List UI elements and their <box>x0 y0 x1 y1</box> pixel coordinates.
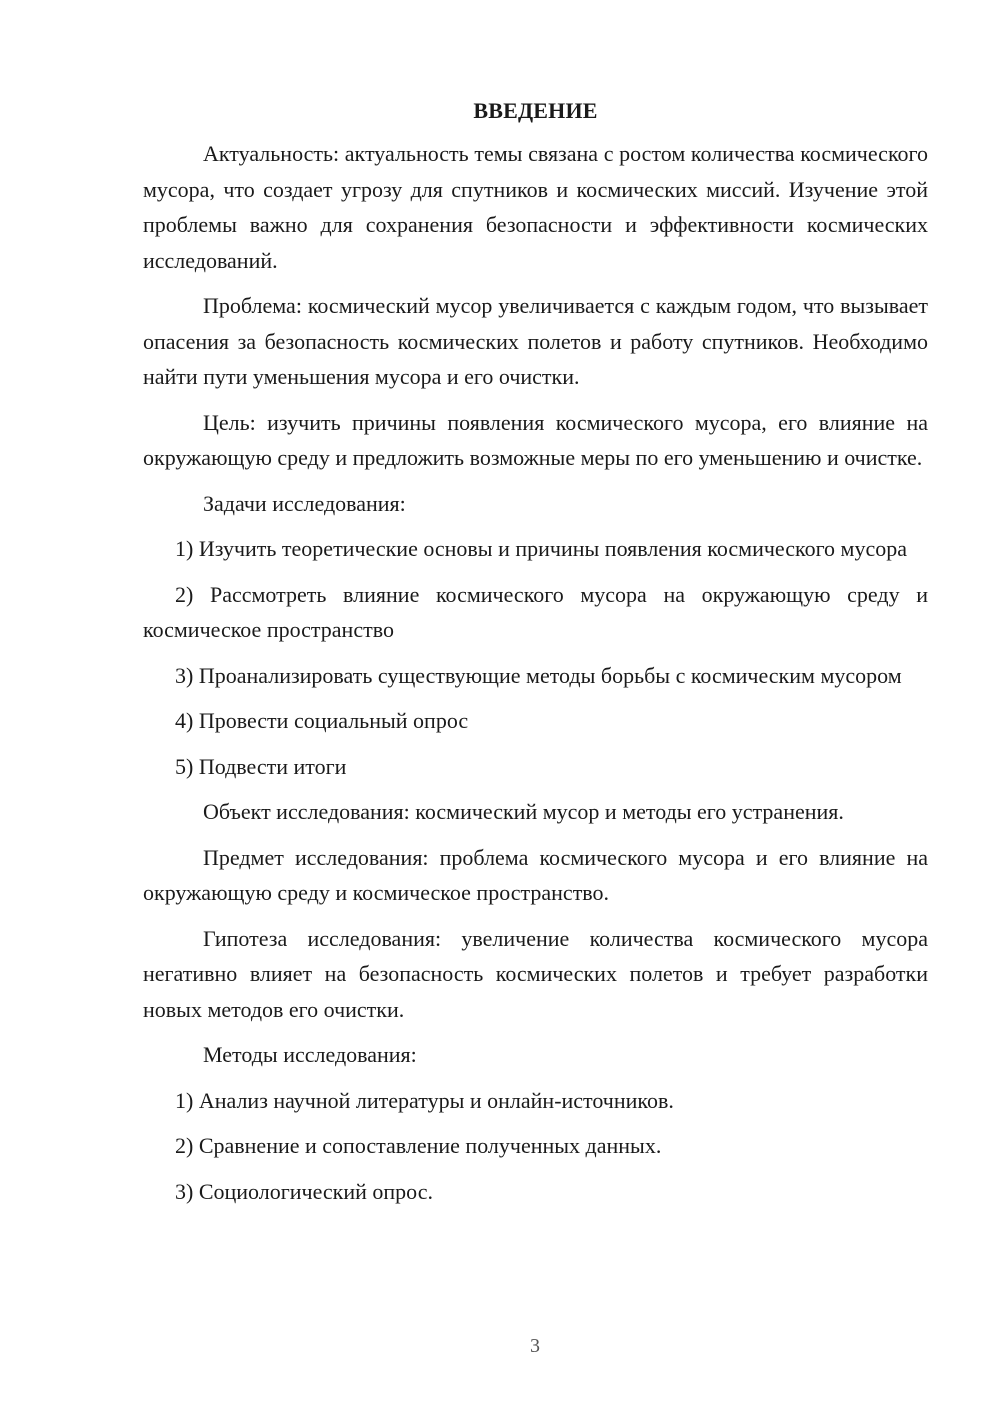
page-content <box>143 96 928 1219</box>
task-item: 3) Проанализировать существующие методы борьбы с космическим мусором <box>175 662 902 688</box>
method-item: 2) Сравнение и сопоставление полученных данных. <box>175 1133 662 1158</box>
problem-paragraph: Проблема: космический мусор увеличивается с каждым годом, что вызывает опасения за безопасность космических полетов и работу спутников. Необходимо найти пути уменьшения мусора и его очистки. <box>143 293 928 389</box>
methods-heading: Методы исследования: <box>203 1042 417 1067</box>
subject-paragraph: Предмет исследования: проблема космического мусора и его влияние на окружающую среду и космическое пространство. <box>143 844 928 905</box>
section-title: ВВЕДЕНИЕ <box>473 98 598 123</box>
task-item: 1) Изучить теоретические основы и причины появления космического мусора <box>175 536 907 561</box>
method-item: 1) Анализ научной литературы и онлайн-источников. <box>175 1087 674 1113</box>
method-item: 3) Социологический опрос. <box>175 1178 433 1204</box>
task-item: 4) Провести социальный опрос <box>175 708 469 733</box>
tasks-heading: Задачи исследования: <box>203 490 406 516</box>
object-paragraph: Объект исследования: космический мусор и методы его устранения. <box>203 799 844 824</box>
hypothesis-paragraph: Гипотеза исследования: увеличение количества космического мусора негативно влияет на безопасность космических полетов и требует разработки новых методов его очистки. <box>143 925 928 1022</box>
task-item: 2) Рассмотреть влияние космического мусора на окружающую среду и космическое пространство <box>143 581 928 642</box>
relevance-paragraph: Актуальность: актуальность темы связана с ростом количества космического мусора, что создает угрозу для спутников и космических миссий. Изучение этой проблемы важно для сохранения безопасности и эффективности космических исследований. <box>143 141 928 273</box>
task-item: 5) Подвести итоги <box>175 753 347 779</box>
page-number: 3 <box>530 1335 540 1357</box>
goal-paragraph: Цель: изучить причины появления космического мусора, его влияние на окружающую среду и предложить возможные меры по его уменьшению и очистке. <box>143 409 928 470</box>
